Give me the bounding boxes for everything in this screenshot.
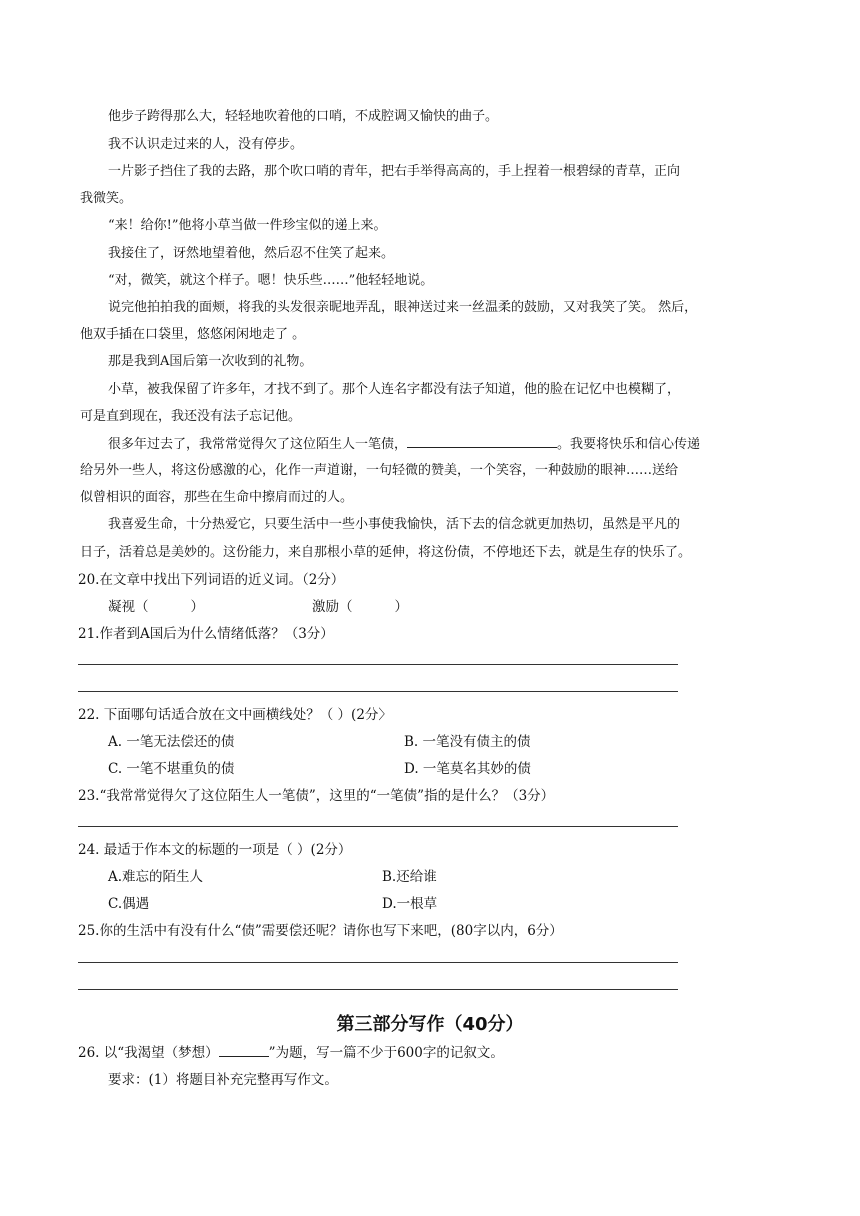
passage-line: 我不认识走过来的人，没有停步。 xyxy=(108,137,304,152)
passage-line: 我微笑。 xyxy=(80,191,133,206)
question-22: 22. 下面哪句话适合放在文中画横线处？（ ）(2分〉 xyxy=(78,707,392,723)
passage-line: 说完他拍拍我的面颊，将我的头发很亲昵地弄乱，眼神送过来一丝温柔的鼓励，又对我笑了笑。 然后， xyxy=(108,300,698,315)
question-20: 20.在文章中找出下列词语的近义词。（2分） xyxy=(78,572,345,588)
paren-close: ） xyxy=(394,599,408,615)
passage-line: 似曾相识的面容，那些在生命中擦肩而过的人。 xyxy=(80,490,354,505)
passage-line: 他双手插在口袋里，悠悠闲闲地走了 。 xyxy=(80,327,306,342)
q20-word-row xyxy=(108,598,204,616)
question-21: 21.作者到A国后为什么情绪低落？（3分） xyxy=(78,626,334,642)
paren-close: ） xyxy=(190,599,204,615)
question-26 xyxy=(78,1044,504,1062)
passage-text: 。我要将快乐和信心传递 xyxy=(557,437,701,452)
answer-line[interactable] xyxy=(78,826,678,827)
q24-option-b[interactable]: B.还给谁 xyxy=(382,869,437,885)
q22-option-b[interactable]: B. 一笔没有债主的债 xyxy=(404,734,531,750)
passage-line: 日子，活着总是美妙的。这份能力，来自那根小草的延伸，将这份债，不停地还下去，就是生存的快乐了。 xyxy=(80,545,692,560)
passage-text: 很多年过去了，我常常觉得欠了这位陌生人一笔债， xyxy=(108,437,408,452)
answer-line[interactable] xyxy=(78,989,678,990)
passage-line: 给另外一些人，将这份感激的心，化作一声道谢，一句轻微的赞美，一个笑容，一种鼓励的眼神……送给 xyxy=(80,463,679,478)
answer-line[interactable] xyxy=(78,664,678,665)
q24-option-d[interactable]: D.一根草 xyxy=(382,896,438,912)
q26-prefix: 26. 以“我渴望（梦想） xyxy=(78,1045,219,1061)
question-24: 24. 最适于作本文的标题的一项是（ ）(2分） xyxy=(78,842,352,858)
q20-word-row-2 xyxy=(312,598,408,616)
passage-line: 一片影子挡住了我的去路，那个吹口哨的青年，把右手举得高高的，手上捏着一根碧绿的青草，正向 xyxy=(108,164,681,179)
passage-line: 我接住了，讶然地望着他，然后忍不住笑了起来。 xyxy=(108,246,395,261)
q24-option-a[interactable]: A.难忘的陌生人 xyxy=(108,869,204,885)
q26-suffix: ”为题，写一篇不少于600字的记叙文。 xyxy=(268,1045,504,1061)
passage-line: 可是直到现在，我还没有法子忘记他。 xyxy=(80,409,302,424)
answer-line[interactable] xyxy=(78,691,678,692)
q22-option-c[interactable]: C. 一笔不堪重负的债 xyxy=(108,761,235,777)
q24-option-c[interactable]: C.偶遇 xyxy=(108,896,150,912)
passage-line: 小草，被我保留了许多年，才找不到了。那个人连名字都没有法子知道，他的脸在记忆中也模糊了， xyxy=(108,382,681,397)
fill-blank[interactable] xyxy=(407,435,557,448)
q20-word1: 凝视（ xyxy=(108,599,149,615)
title-blank[interactable] xyxy=(219,1044,269,1057)
answer-line[interactable] xyxy=(78,962,678,963)
passage-line-with-blank xyxy=(108,435,700,454)
q22-option-d[interactable]: D. 一笔莫名其妙的债 xyxy=(404,761,531,777)
question-23: 23.“我常常觉得欠了这位陌生人一笔债”，这里的“一笔债”指的是什么？（3分） xyxy=(78,788,555,804)
passage-line: 他步子跨得那么大，轻轻地吹着他的口哨，不成腔调又愉快的曲子。 xyxy=(108,109,499,124)
writing-requirement: 要求：(1）将题目补充完整再写作文。 xyxy=(108,1072,338,1088)
section-title: 第三部分写作（40分） xyxy=(336,1014,524,1035)
question-25: 25.你的生活中有没有什么“债”需要偿还呢？请你也写下来吧，(80字以内，6分） xyxy=(78,923,563,939)
passage-line: “来！给你!”他将小草当做一件珍宝似的递上来。 xyxy=(108,218,387,233)
q20-word2: 激励（ xyxy=(312,599,353,615)
q22-option-a[interactable]: A. 一笔无法偿还的债 xyxy=(108,734,235,750)
passage-line: “对，微笑，就这个样子。嗯！快乐些……”他轻轻地说。 xyxy=(108,273,434,288)
passage-line: 那是我到A国后第一次收到的礼物。 xyxy=(108,354,313,369)
passage-line: 我喜爱生命，十分热爱它，只要生活中一些小事使我愉快，活下去的信念就更加热切，虽然是平凡的 xyxy=(108,517,681,532)
